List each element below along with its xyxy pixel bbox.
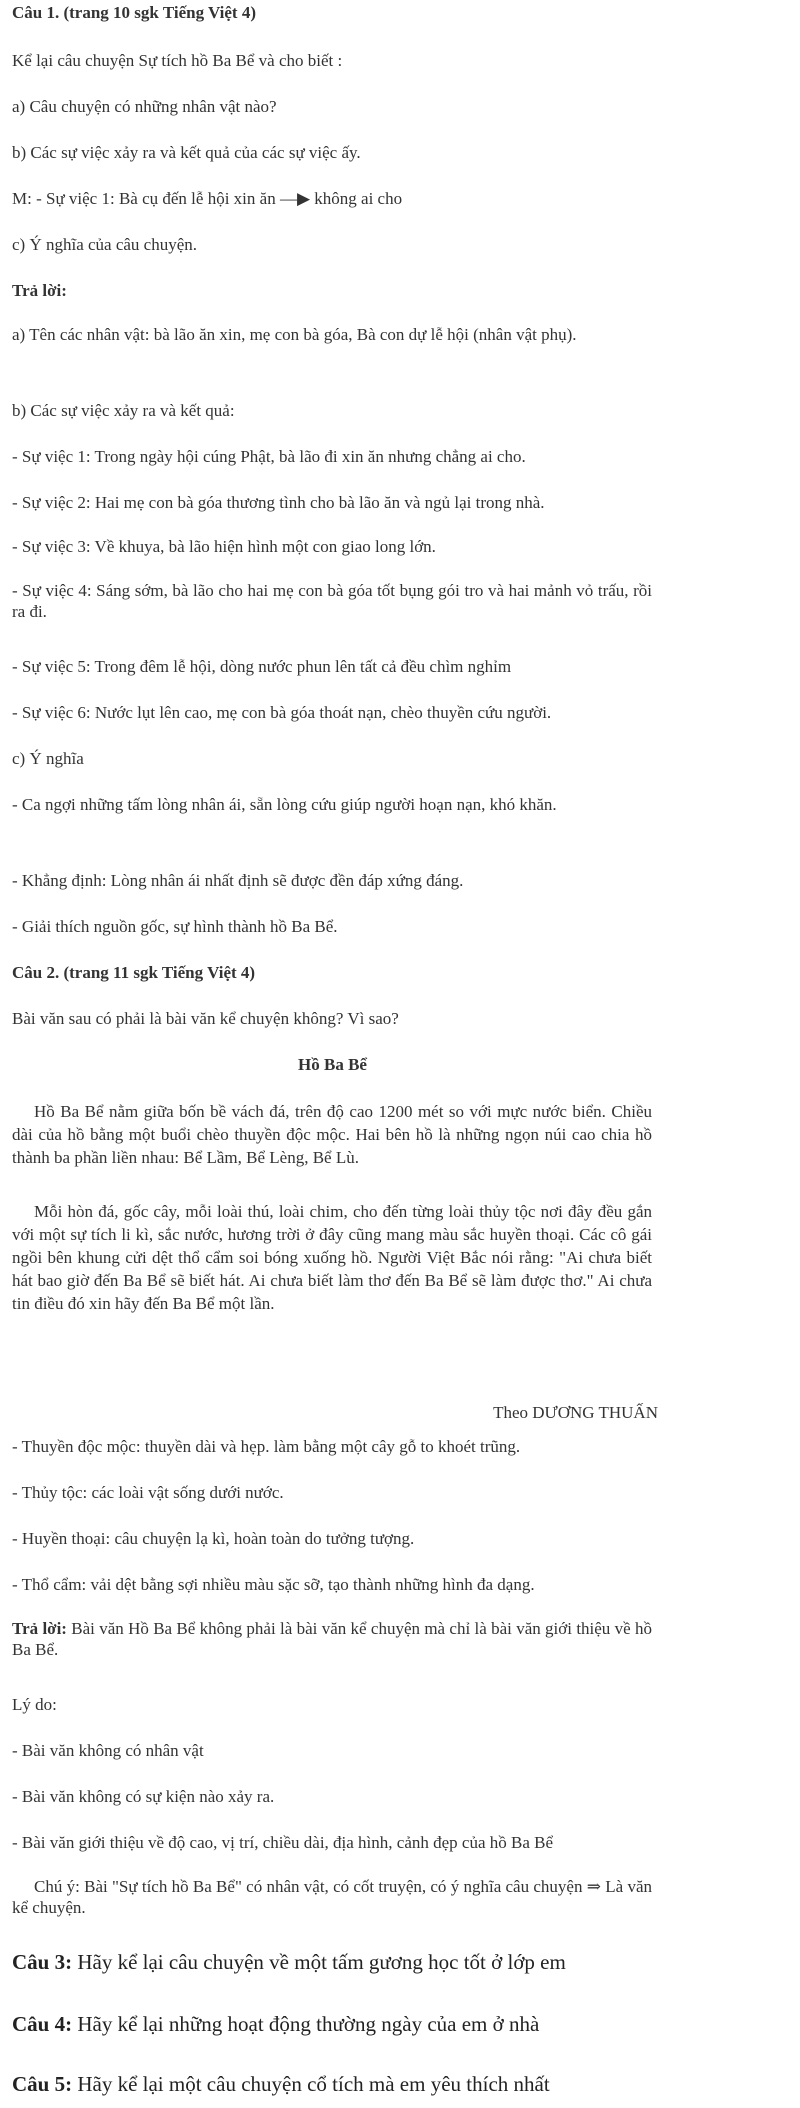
q5-line bbox=[12, 2074, 550, 2095]
q2-title: Câu 2. (trang 11 sgk Tiếng Việt 4) bbox=[12, 963, 256, 982]
q4-text: Hãy kể lại những hoạt động thường ngày của em ở nhà bbox=[77, 2012, 540, 2036]
reason-label: Lý do: bbox=[12, 1695, 57, 1714]
q1-part-c: c) Ý nghĩa của câu chuyện. bbox=[12, 235, 198, 254]
q1-meaning-3: - Giải thích nguồn gốc, sự hình thành hồ Ba Bể. bbox=[12, 917, 338, 936]
q1-event-5: - Sự việc 5: Trong đêm lễ hội, dòng nước phun lên tất cả đều chìm nghỉm bbox=[12, 657, 512, 676]
gloss-1: - Thuyền độc mộc: thuyền dài và hẹp. làm bằng một cây gỗ to khoét trũng. bbox=[12, 1437, 521, 1456]
reason-1: - Bài văn không có nhân vật bbox=[12, 1741, 204, 1760]
q1-title: Câu 1. (trang 10 sgk Tiếng Việt 4) bbox=[12, 3, 257, 22]
q1-event-3: - Sự việc 3: Về khuya, bà lão hiện hình một con giao long lớn. bbox=[12, 537, 436, 556]
q2-answer-text: Bài văn Hồ Ba Bể không phải là bài văn kể chuyện mà chỉ là bài văn giới thiệu về hồ Ba Bể. bbox=[12, 1619, 652, 1659]
q4-line bbox=[12, 2014, 539, 2035]
q1-event-6: - Sự việc 6: Nước lụt lên cao, mẹ con bà góa thoát nạn, chèo thuyền cứu người. bbox=[12, 703, 552, 722]
q4-label: Câu 4: bbox=[12, 2012, 73, 2036]
q2-question: Bài văn sau có phải là bài văn kể chuyện không? Vì sao? bbox=[12, 1009, 399, 1028]
q2-answer bbox=[12, 1618, 652, 1660]
passage-paragraph-1: Hồ Ba Bể nằm giữa bốn bề vách đá, trên độ cao 1200 mét so với mực nước biển. Chiều dài của hồ bằng một buổi chèo thuyền độc mộc. Hai bên hồ là những ngọn núi cao chia hồ thành ba phần liền nhau: Bể Lầm, Bể Lèng, Bể Lù. bbox=[12, 1102, 652, 1167]
q3-line bbox=[12, 1952, 566, 1973]
example-prefix: M: - Sự việc 1: Bà cụ đến lễ hội xin ăn bbox=[12, 189, 276, 208]
gloss-2: - Thủy tộc: các loài vật sống dưới nước. bbox=[12, 1483, 284, 1502]
passage-paragraph-2: Mỗi hòn đá, gốc cây, mỗi loài thú, loài chim, cho đến từng loài thủy tộc nơi đây đều gắn với một sự tích li kì, sắc nước, hương trời ở đây cũng mang màu sắc huyền thoại. Các cô gái ngồi bên khung cửi dệt thổ cẩm soi bóng xuống hồ. Người Việt Bắc nói rằng: "Ai chưa biết hát bao giờ đến Ba Bể sẽ biết hát. Ai chưa biết làm thơ đến Ba Bể sẽ làm được thơ." Ai chưa tin điều đó xin hãy đến Ba Bể một lần. bbox=[12, 1202, 652, 1313]
q1-answer-c-title: c) Ý nghĩa bbox=[12, 749, 84, 768]
q1-event-4: - Sự việc 4: Sáng sớm, bà lão cho hai mẹ con bà góa tốt bụng gói tro và hai mảnh vỏ trấu, rồi ra đi. bbox=[12, 581, 652, 621]
q2-answer-label: Trả lời: bbox=[12, 1619, 67, 1638]
passage-title: Hồ Ba Bể bbox=[298, 1055, 367, 1074]
gloss-3: - Huyền thoại: câu chuyện lạ kì, hoàn toàn do tưởng tượng. bbox=[12, 1529, 415, 1548]
q1-event-1: - Sự việc 1: Trong ngày hội cúng Phật, bà lão đi xin ăn nhưng chẳng ai cho. bbox=[12, 447, 526, 466]
q1-meaning-2: - Khẳng định: Lòng nhân ái nhất định sẽ được đền đáp xứng đáng. bbox=[12, 871, 464, 890]
q1-part-a: a) Câu chuyện có những nhân vật nào? bbox=[12, 97, 277, 116]
reason-2: - Bài văn không có sự kiện nào xảy ra. bbox=[12, 1787, 275, 1806]
q1-answer-b-title: b) Các sự việc xảy ra và kết quả: bbox=[12, 401, 235, 420]
q1-answer-label: Trả lời: bbox=[12, 281, 67, 300]
gloss-4: - Thổ cẩm: vải dệt bằng sợi nhiều màu sặc sỡ, tạo thành những hình đa dạng. bbox=[12, 1575, 535, 1594]
q1-part-b: b) Các sự việc xảy ra và kết quả của các sự việc ấy. bbox=[12, 143, 361, 162]
example-suffix: không ai cho bbox=[314, 189, 403, 208]
q3-label: Câu 3: bbox=[12, 1950, 73, 1974]
arrow-icon: —▶ bbox=[279, 189, 311, 208]
q2-note: Chú ý: Bài "Sự tích hồ Ba Bể" có nhân vật, có cốt truyện, có ý nghĩa câu chuyện ⇒ Là văn kể chuyện. bbox=[12, 1877, 652, 1917]
q5-text: Hãy kể lại một câu chuyện cổ tích mà em yêu thích nhất bbox=[77, 2072, 550, 2096]
passage-source: Theo DƯƠNG THUẤN bbox=[493, 1403, 658, 1422]
q1-event-2: - Sự việc 2: Hai mẹ con bà góa thương tình cho bà lão ăn và ngủ lại trong nhà. bbox=[12, 493, 545, 512]
q1-meaning-1: - Ca ngợi những tấm lòng nhân ái, sẵn lòng cứu giúp người hoạn nạn, khó khăn. bbox=[12, 795, 557, 814]
q1-answer-a: a) Tên các nhân vật: bà lão ăn xin, mẹ con bà góa, Bà con dự lễ hội (nhân vật phụ). bbox=[12, 325, 577, 344]
q1-example bbox=[12, 188, 402, 209]
q1-intro: Kể lại câu chuyện Sự tích hồ Ba Bể và cho biết : bbox=[12, 51, 343, 70]
q5-label: Câu 5: bbox=[12, 2072, 73, 2096]
q3-text: Hãy kể lại câu chuyện về một tấm gương học tốt ở lớp em bbox=[77, 1950, 566, 1974]
reason-3: - Bài văn giới thiệu về độ cao, vị trí, chiều dài, địa hình, cảnh đẹp của hồ Ba Bể bbox=[12, 1833, 554, 1852]
